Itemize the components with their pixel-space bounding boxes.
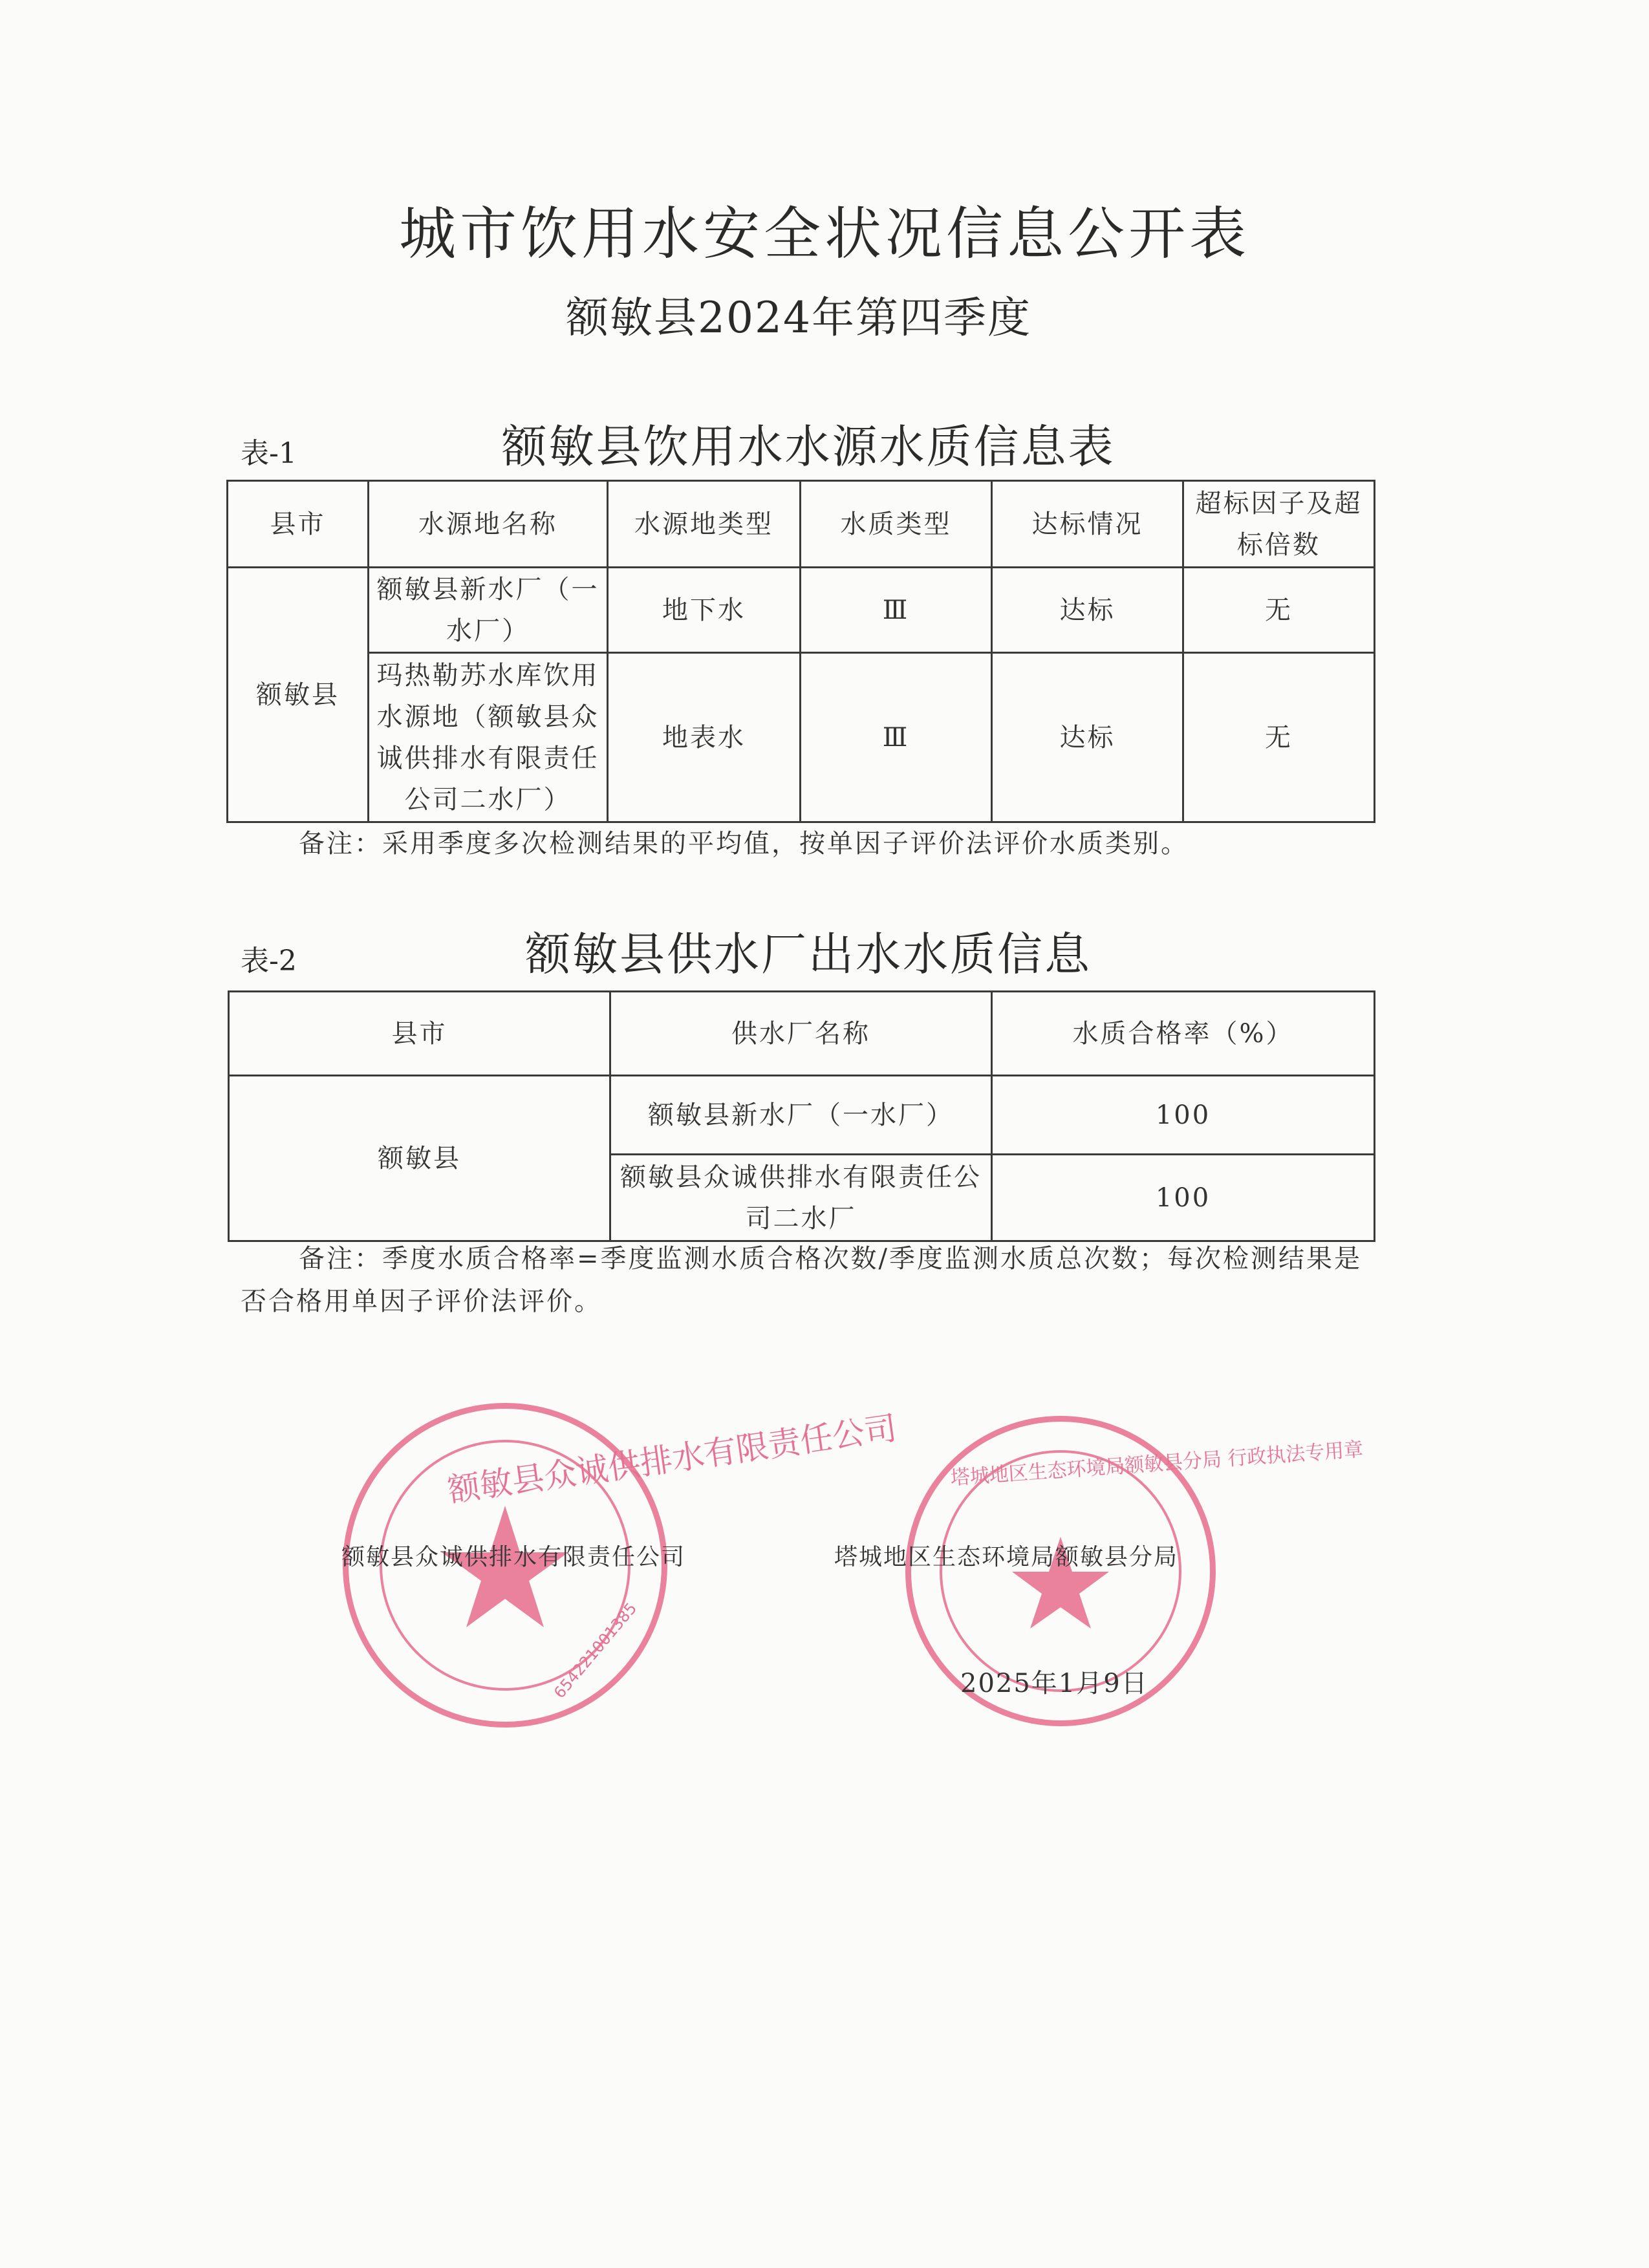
table1-header-status: 达标情况 [992,481,1183,568]
seal-text: 塔城地区生态环境局额敏县分局 行政执法专用章 [949,1438,1364,1490]
table1-source-type: 地表水 [608,653,801,822]
table2-title: 额敏县供水厂出水水质信息 [525,928,1092,981]
table1-quality-type: Ⅲ [801,568,992,653]
table2-rate: 100 [992,1076,1375,1155]
signature-company: 额敏县众诚供排水有限责任公司 [341,1544,686,1570]
table-row [228,568,1375,653]
signature-date: 2025年1月9日 [960,1669,1148,1698]
table1-quality-type: Ⅲ [801,653,992,822]
signature-agency: 塔城地区生态环境局额敏县分局 [834,1544,1179,1570]
table2-plant-name: 额敏县新水厂（一水厂） [610,1076,992,1155]
seal-text: 额敏县众诚供排水有限责任公司 [445,1409,900,1510]
table1-excess: 无 [1183,568,1375,653]
table1-title: 额敏县饮用水水源水质信息表 [501,420,1116,473]
table-row [228,653,1375,822]
table1-status: 达标 [992,568,1183,653]
page-subtitle: 额敏县2024年第四季度 [566,293,1031,343]
table1-header-source-name: 水源地名称 [369,481,608,568]
table1-header-county: 县市 [228,481,369,568]
table1-county-cell: 额敏县 [228,568,369,822]
table1-source-name: 额敏县新水厂（一水厂） [369,568,608,653]
table-row [229,1076,1375,1155]
table2-county-cell: 额敏县 [229,1076,610,1241]
table1-label: 表-1 [241,437,297,470]
table2-header-plant-name: 供水厂名称 [610,992,992,1076]
table1-source-type: 地下水 [608,568,801,653]
table1-header-source-type: 水源地类型 [608,481,801,568]
table2-header-row [229,992,1375,1076]
table1-excess: 无 [1183,653,1375,822]
table1-note: 备注：采用季度多次检测结果的平均值，按单因子评价法评价水质类别。 [299,829,1189,859]
table1-status: 达标 [992,653,1183,822]
page-title: 城市饮用水安全状况信息公开表 [398,200,1250,267]
table2-header-rate: 水质合格率（%） [992,992,1375,1076]
table2-header-county: 县市 [229,992,610,1076]
seal-number: 654221001385 [550,1599,641,1702]
table1-header-quality-type: 水质类型 [801,481,992,568]
table1 [226,480,1375,823]
table2-plant-name: 额敏县众诚供排水有限责任公司二水厂 [610,1155,992,1241]
table1-header-excess: 超标因子及超标倍数 [1183,481,1375,568]
table2-rate: 100 [992,1155,1375,1241]
table2-note: 备注：季度水质合格率=季度监测水质合格次数/季度监测水质总次数；每次检测结果是否合格用单因子评价法评价。 [241,1244,1362,1316]
table1-source-name: 玛热勒苏水库饮用水源地（额敏县众诚供排水有限责任公司二水厂） [369,653,608,822]
table1-header-row [228,481,1375,568]
table2 [228,990,1375,1242]
table2-label: 表-2 [241,945,297,978]
